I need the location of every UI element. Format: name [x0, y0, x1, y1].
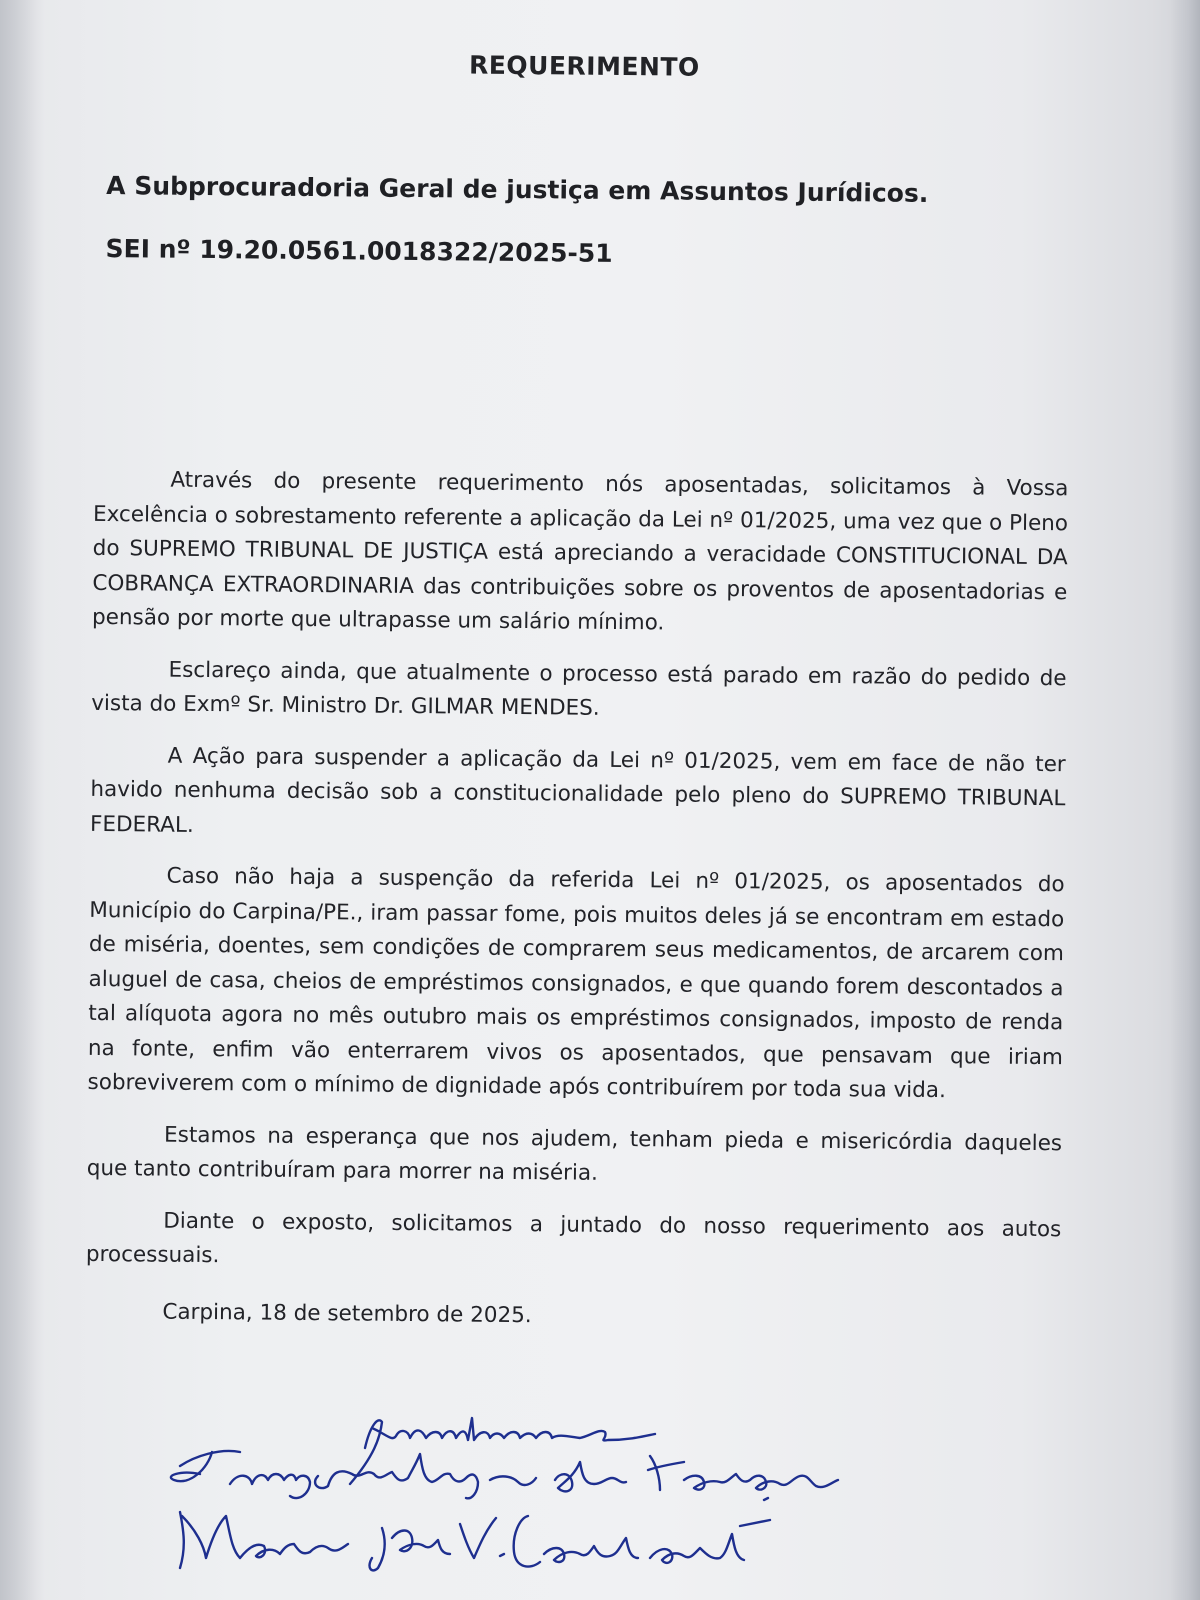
addressee-line: A Subprocuradoria Geral de justiça em Assuntos Jurídicos.	[106, 171, 929, 208]
sei-number: SEI nº 19.20.0561.0018322/2025-51	[105, 234, 613, 268]
handwritten-signatures	[160, 1408, 920, 1600]
paragraph-hope: Estamos na esperança que nos ajudem, tenham pieda e misericórdia daqueles que tanto contribuíram para morrer na miséria.	[86, 1122, 1063, 1186]
paragraph-action: A Ação para suspender a aplicação da Lei nº 01/2025, vem em face de não ter havido nenhuma decisão sob a constitucionalidade pelo pleno do SUPREMO TRIBUNAL FEDERAL.	[89, 743, 1066, 838]
paragraph-consequences: Caso não haja a suspenção da referida Lei nº 01/2025, os aposentados do Município do Carpina/PE., iram passar fome, pois muitos deles já se encontram em estado de miséria, doentes, sem condições de comprarem seus medicamentos, de arcarem com aluguel de casa, cheios de empréstimos consignados, e que quando forem descontados a tal alíquota agora no mês outubro mais os empréstimos consignados, imposto de renda na fonte, enfim vão enterrarem vivos os aposentados, que pensavam que iriam sobreviverem com o mínimo de dignidade após contribuírem por toda sua vida.	[87, 863, 1065, 1104]
signature-cavalcanti-dot	[764, 1498, 768, 1500]
signature-tereza-cristina	[171, 1451, 838, 1498]
signature-maria-jose	[180, 1512, 770, 1570]
paragraph-request: Através do presente requerimento nós aposentadas, solicitamos à Vossa Excelência o sobrestamento referente a aplicação da Lei nº 01/2025, uma vez que o Pleno do SUPREMO TRIBUNAL DE JUSTIÇA está apreciando a veracidade CONSTITUCIONAL DA COBRANÇA EXTRAORDINARIA das contribuições sobre os proventos de aposentadorias e pensão por morte que ultrapasse um salário mínimo.	[91, 467, 1069, 636]
paragraph-conclusion: Diante o exposto, solicitamos a juntado do nosso requerimento aos autos processuais.	[85, 1208, 1062, 1269]
date-line: Carpina, 18 de setembro de 2025.	[162, 1299, 532, 1328]
signature-block	[160, 1408, 920, 1600]
signature-mercelloraes	[350, 1418, 655, 1484]
document-body	[85, 463, 1068, 1355]
paragraph-clarification: Esclareço ainda, que atualmente o processo está parado em razão do pedido de vista do Exmº Sr. Ministro Dr. GILMAR MENDES.	[91, 657, 1067, 721]
document-title: REQUERIMENTO	[468, 50, 700, 82]
